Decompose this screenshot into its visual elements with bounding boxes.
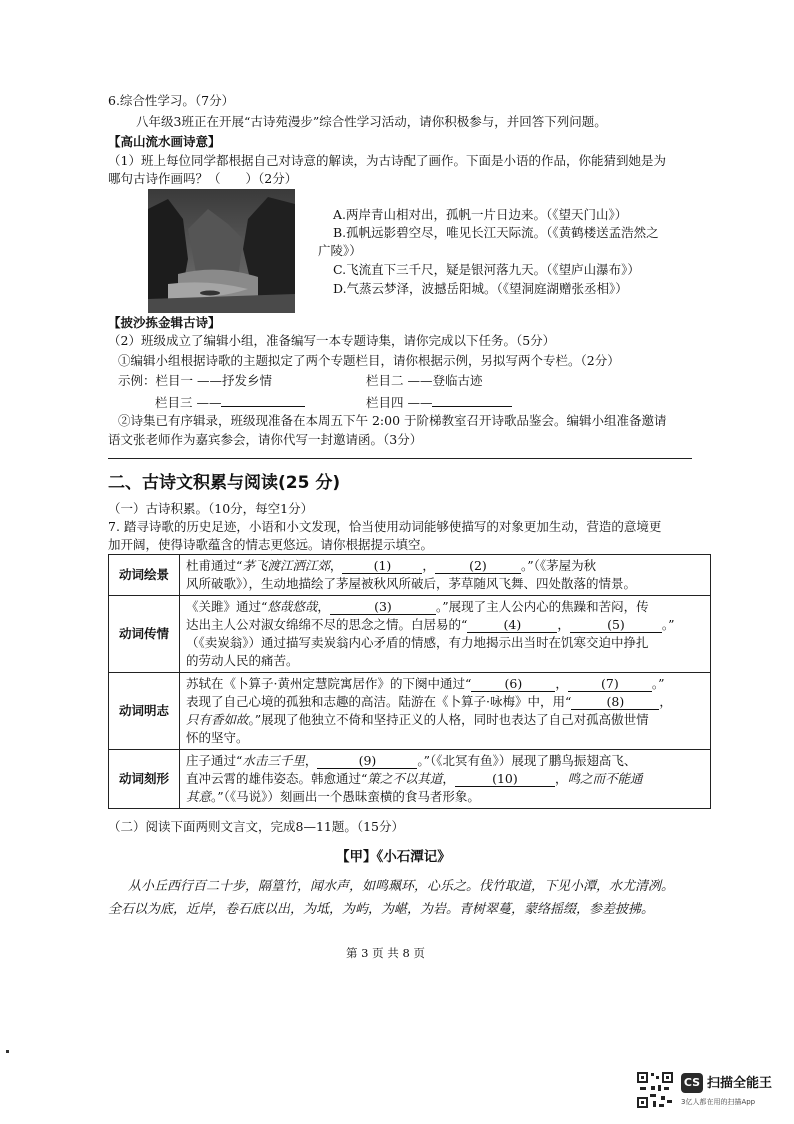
blank-5[interactable]: (5) bbox=[570, 618, 662, 633]
scan-speck bbox=[6, 1050, 9, 1053]
watermark-brand: 扫描全能王 bbox=[707, 1076, 773, 1091]
q7-prompt: 7. 踏寻诗歌的历史足迹，小语和小文发现，恰当使用动词能够使描写的对象更加生动，营造的意境更 bbox=[108, 519, 662, 534]
page-number: 第 3 页 共 8 页 bbox=[346, 946, 425, 960]
option-b: B.孤帆远影碧空尽，唯见长江天际流。（《黄鹤楼送孟浩然之 bbox=[333, 225, 659, 240]
blank-1[interactable]: (1) bbox=[342, 559, 422, 574]
example-prefix: 示例： bbox=[118, 373, 156, 388]
column-four: 栏目四 —— bbox=[366, 395, 433, 410]
row-content-form: 庄子通过“水击三千里， (9) 。”（《北冥有鱼》）展现了鹏鸟振翅高飞、 直冲云霄的雄伟姿态。韩愈通过“策之不以其道， (10) ，鸣之而不能通 其意。”（《马说》）刻画出一个愚昧蛮横的食马者形象。 bbox=[180, 750, 711, 809]
option-c: C.飞流直下三千尺，疑是银河落九天。（《望庐山瀑布》） bbox=[333, 262, 640, 277]
q6-sub1-question: （1）班上每位同学都根据自己对诗意的解读，为古诗配了画作。下面是小语的作品，你能猜到她是为 bbox=[108, 153, 666, 168]
column-four-answer-blank[interactable] bbox=[432, 392, 512, 407]
passage-line-1: 从小丘西行百二十步，隔篁竹，闻水声，如鸣珮环，心乐之。伐竹取道，下见小潭，水尤清冽。 bbox=[128, 879, 675, 894]
q6-task2-cont: 语文张老师作为嘉宾参会，请你代写一封邀请函。（3分） bbox=[108, 432, 423, 447]
q6-sub1-question-cont: 哪句古诗作画吗？（ ）（2分） bbox=[108, 171, 298, 186]
row-content-scenery: 杜甫通过“茅飞渡江洒江郊， (1) ， (2) 。”（《茅屋为秋 风所破歌》），生动地描绘了茅屋被秋风所破后，茅草随风飞舞、四处散落的情景。 bbox=[180, 555, 711, 596]
row-label-aspiration: 动词明志 bbox=[109, 673, 180, 750]
watermark-subtitle: 3亿人都在用的扫描App bbox=[681, 1098, 756, 1106]
qr-code-icon bbox=[636, 1071, 674, 1109]
passage-line-2: 全石以为底，近岸，卷石底以出，为坻，为屿，为嵁，为岩。青树翠蔓，蒙络摇缀，参差披拂。 bbox=[108, 902, 655, 917]
q6-heading: 6.综合性学习。（7分） bbox=[108, 93, 235, 108]
camscanner-logo-icon: CS bbox=[681, 1073, 703, 1093]
q6-sub2-title: 【披沙拣金辑古诗】 bbox=[108, 315, 221, 330]
q6-task1: ①编辑小组根据诗歌的主题拟定了两个专题栏目，请你根据示例，另拟写两个专栏。（2分） bbox=[118, 353, 620, 368]
passage-title: 【甲】《小石潭记》 bbox=[336, 849, 451, 865]
blank-10[interactable]: (10) bbox=[455, 772, 555, 787]
blank-6[interactable]: (6) bbox=[471, 677, 555, 692]
column-two: 栏目二 ——登临古迹 bbox=[366, 373, 483, 388]
option-a: A.两岸青山相对出，孤帆一片日边来。（《望天门山》） bbox=[333, 207, 628, 222]
row-label-form: 动词刻形 bbox=[109, 750, 180, 809]
example-label bbox=[118, 372, 272, 390]
column-three: 栏目三 —— bbox=[155, 395, 222, 410]
q7-prompt-cont: 加开阔，使得诗歌蕴含的情志更悠远。请你根据提示填空。 bbox=[108, 537, 434, 552]
row-content-aspiration: 苏轼在《卜算子·黄州定慧院寓居作》的下阕中通过“ (6) ， (7) 。” 表现了自己心境的孤独和志趣的高洁。陆游在《卜算子·咏梅》中，用“ (8) ， 只有香如故。”展现了他独立不倚和坚持正义的人格，同时也表达了自己对孤高傲世情 怀的坚守。 bbox=[180, 673, 711, 750]
q6-task2: ②诗集已有序辑录，班级现准备在本周五下午 2:00 于阶梯教室召开诗歌品鉴会。编辑小组准备邀请 bbox=[118, 413, 667, 428]
part-two-heading: （二）阅读下面两则文言文，完成8—11题。（15分） bbox=[108, 819, 405, 834]
blank-8[interactable]: (8) bbox=[571, 695, 659, 710]
landscape-painting-image bbox=[148, 189, 295, 313]
option-d: D.气蒸云梦泽，波撼岳阳城。（《望洞庭湖赠张丞相》） bbox=[333, 281, 628, 296]
table-row bbox=[109, 555, 711, 596]
q6-sub1-title: 【高山流水画诗意】 bbox=[108, 134, 221, 149]
section-two-title: 二、古诗文积累与阅读(25 分) bbox=[108, 473, 341, 493]
column-one: 栏目一 ——抒发乡情 bbox=[155, 373, 272, 388]
q6-intro: 八年级3班正在开展“古诗苑漫步”综合性学习活动，请你积极参与，并回答下列问题。 bbox=[136, 114, 607, 129]
row-label-emotion: 动词传情 bbox=[109, 596, 180, 673]
blank-9[interactable]: (9) bbox=[317, 754, 417, 769]
fill-in-table bbox=[108, 554, 711, 809]
blank-4[interactable]: (4) bbox=[467, 618, 557, 633]
row-content-emotion: 《关雎》通过“悠哉悠哉， (3) 。”展现了主人公内心的焦躁和苦闷，传 达出主人公对淑女绵绵不尽的思念之情。白居易的“ (4) ， (5) 。” （《卖炭翁》）通过描写卖炭翁内心矛盾的情感，有力地揭示出当时在饥寒交迫中挣扎 的劳动人民的痛苦。 bbox=[180, 596, 711, 673]
option-b-cont: 广陵》） bbox=[318, 243, 362, 258]
column-four-row bbox=[366, 392, 512, 412]
section-divider bbox=[108, 458, 692, 459]
column-three-row bbox=[155, 392, 305, 412]
table-row bbox=[109, 596, 711, 673]
table-row bbox=[109, 750, 711, 809]
blank-7[interactable]: (7) bbox=[568, 677, 652, 692]
table-row bbox=[109, 673, 711, 750]
q6-sub2-question: （2）班级成立了编辑小组，准备编写一本专题诗集，请你完成以下任务。（5分） bbox=[108, 333, 556, 348]
blank-3[interactable]: (3) bbox=[330, 600, 436, 615]
column-three-answer-blank[interactable] bbox=[221, 392, 305, 407]
part-one-heading: （一）古诗积累。（10分，每空1分） bbox=[108, 501, 314, 516]
row-label-scenery: 动词绘景 bbox=[109, 555, 180, 596]
blank-2[interactable]: (2) bbox=[435, 559, 521, 574]
